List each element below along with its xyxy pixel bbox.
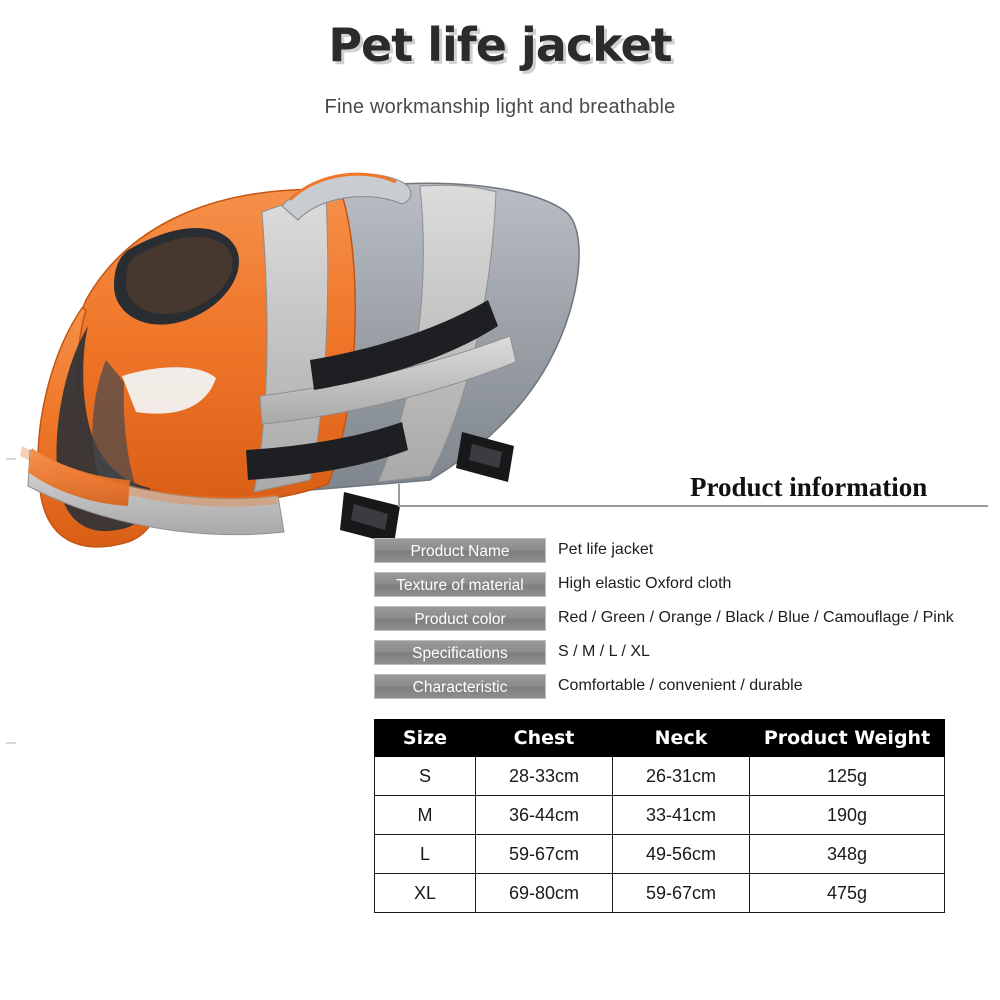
spec-row: [374, 604, 994, 632]
buckle-upper: [456, 432, 514, 482]
heading-rule: [398, 505, 988, 507]
cell-neck: 33-41cm: [613, 796, 750, 835]
size-table: [374, 719, 945, 913]
edge-mark: [6, 458, 16, 460]
table-row: [375, 874, 945, 913]
spec-value: Pet life jacket: [558, 541, 654, 558]
life-jacket-illustration: [10, 150, 620, 550]
cell-chest: 69-80cm: [476, 874, 613, 913]
column-header-neck: Neck: [613, 720, 750, 757]
page-title: Pet life jacket: [328, 18, 672, 72]
spec-label: Texture of material: [374, 572, 546, 597]
spec-value: S / M / L / XL: [558, 643, 650, 660]
spec-label: Characteristic: [374, 674, 546, 699]
heading-rule-vertical: [398, 484, 400, 507]
table-row: [375, 757, 945, 796]
spec-row: [374, 536, 994, 564]
table-row: [375, 796, 945, 835]
cell-neck: 49-56cm: [613, 835, 750, 874]
spec-label: Specifications: [374, 640, 546, 665]
product-photo: [10, 150, 620, 550]
cell-size: L: [375, 835, 476, 874]
spec-row: [374, 570, 994, 598]
cell-size: XL: [375, 874, 476, 913]
cell-chest: 59-67cm: [476, 835, 613, 874]
cell-size: S: [375, 757, 476, 796]
column-header-chest: Chest: [476, 720, 613, 757]
spec-label: Product color: [374, 606, 546, 631]
cell-neck: 59-67cm: [613, 874, 750, 913]
page-subtitle: Fine workmanship light and breathable: [324, 96, 676, 118]
cell-size: M: [375, 796, 476, 835]
table-header-row: [375, 720, 945, 757]
cell-weight: 190g: [750, 796, 945, 835]
spec-value: High elastic Oxford cloth: [558, 575, 732, 592]
cell-weight: 348g: [750, 835, 945, 874]
column-header-weight: Product Weight: [750, 720, 945, 757]
product-information-heading: Product information: [690, 472, 928, 502]
spec-value: Red / Green / Orange / Black / Blue / Camouflage / Pink: [558, 609, 954, 626]
edge-mark: [6, 742, 16, 744]
cell-chest: 28-33cm: [476, 757, 613, 796]
column-header-size: Size: [375, 720, 476, 757]
spec-label: Product Name: [374, 538, 546, 563]
cell-neck: 26-31cm: [613, 757, 750, 796]
spec-list: [374, 536, 994, 706]
table-row: [375, 835, 945, 874]
cell-chest: 36-44cm: [476, 796, 613, 835]
cell-weight: 475g: [750, 874, 945, 913]
spec-row: [374, 638, 994, 666]
spec-value: Comfortable / convenient / durable: [558, 677, 803, 694]
cell-weight: 125g: [750, 757, 945, 796]
spec-row: [374, 672, 994, 700]
